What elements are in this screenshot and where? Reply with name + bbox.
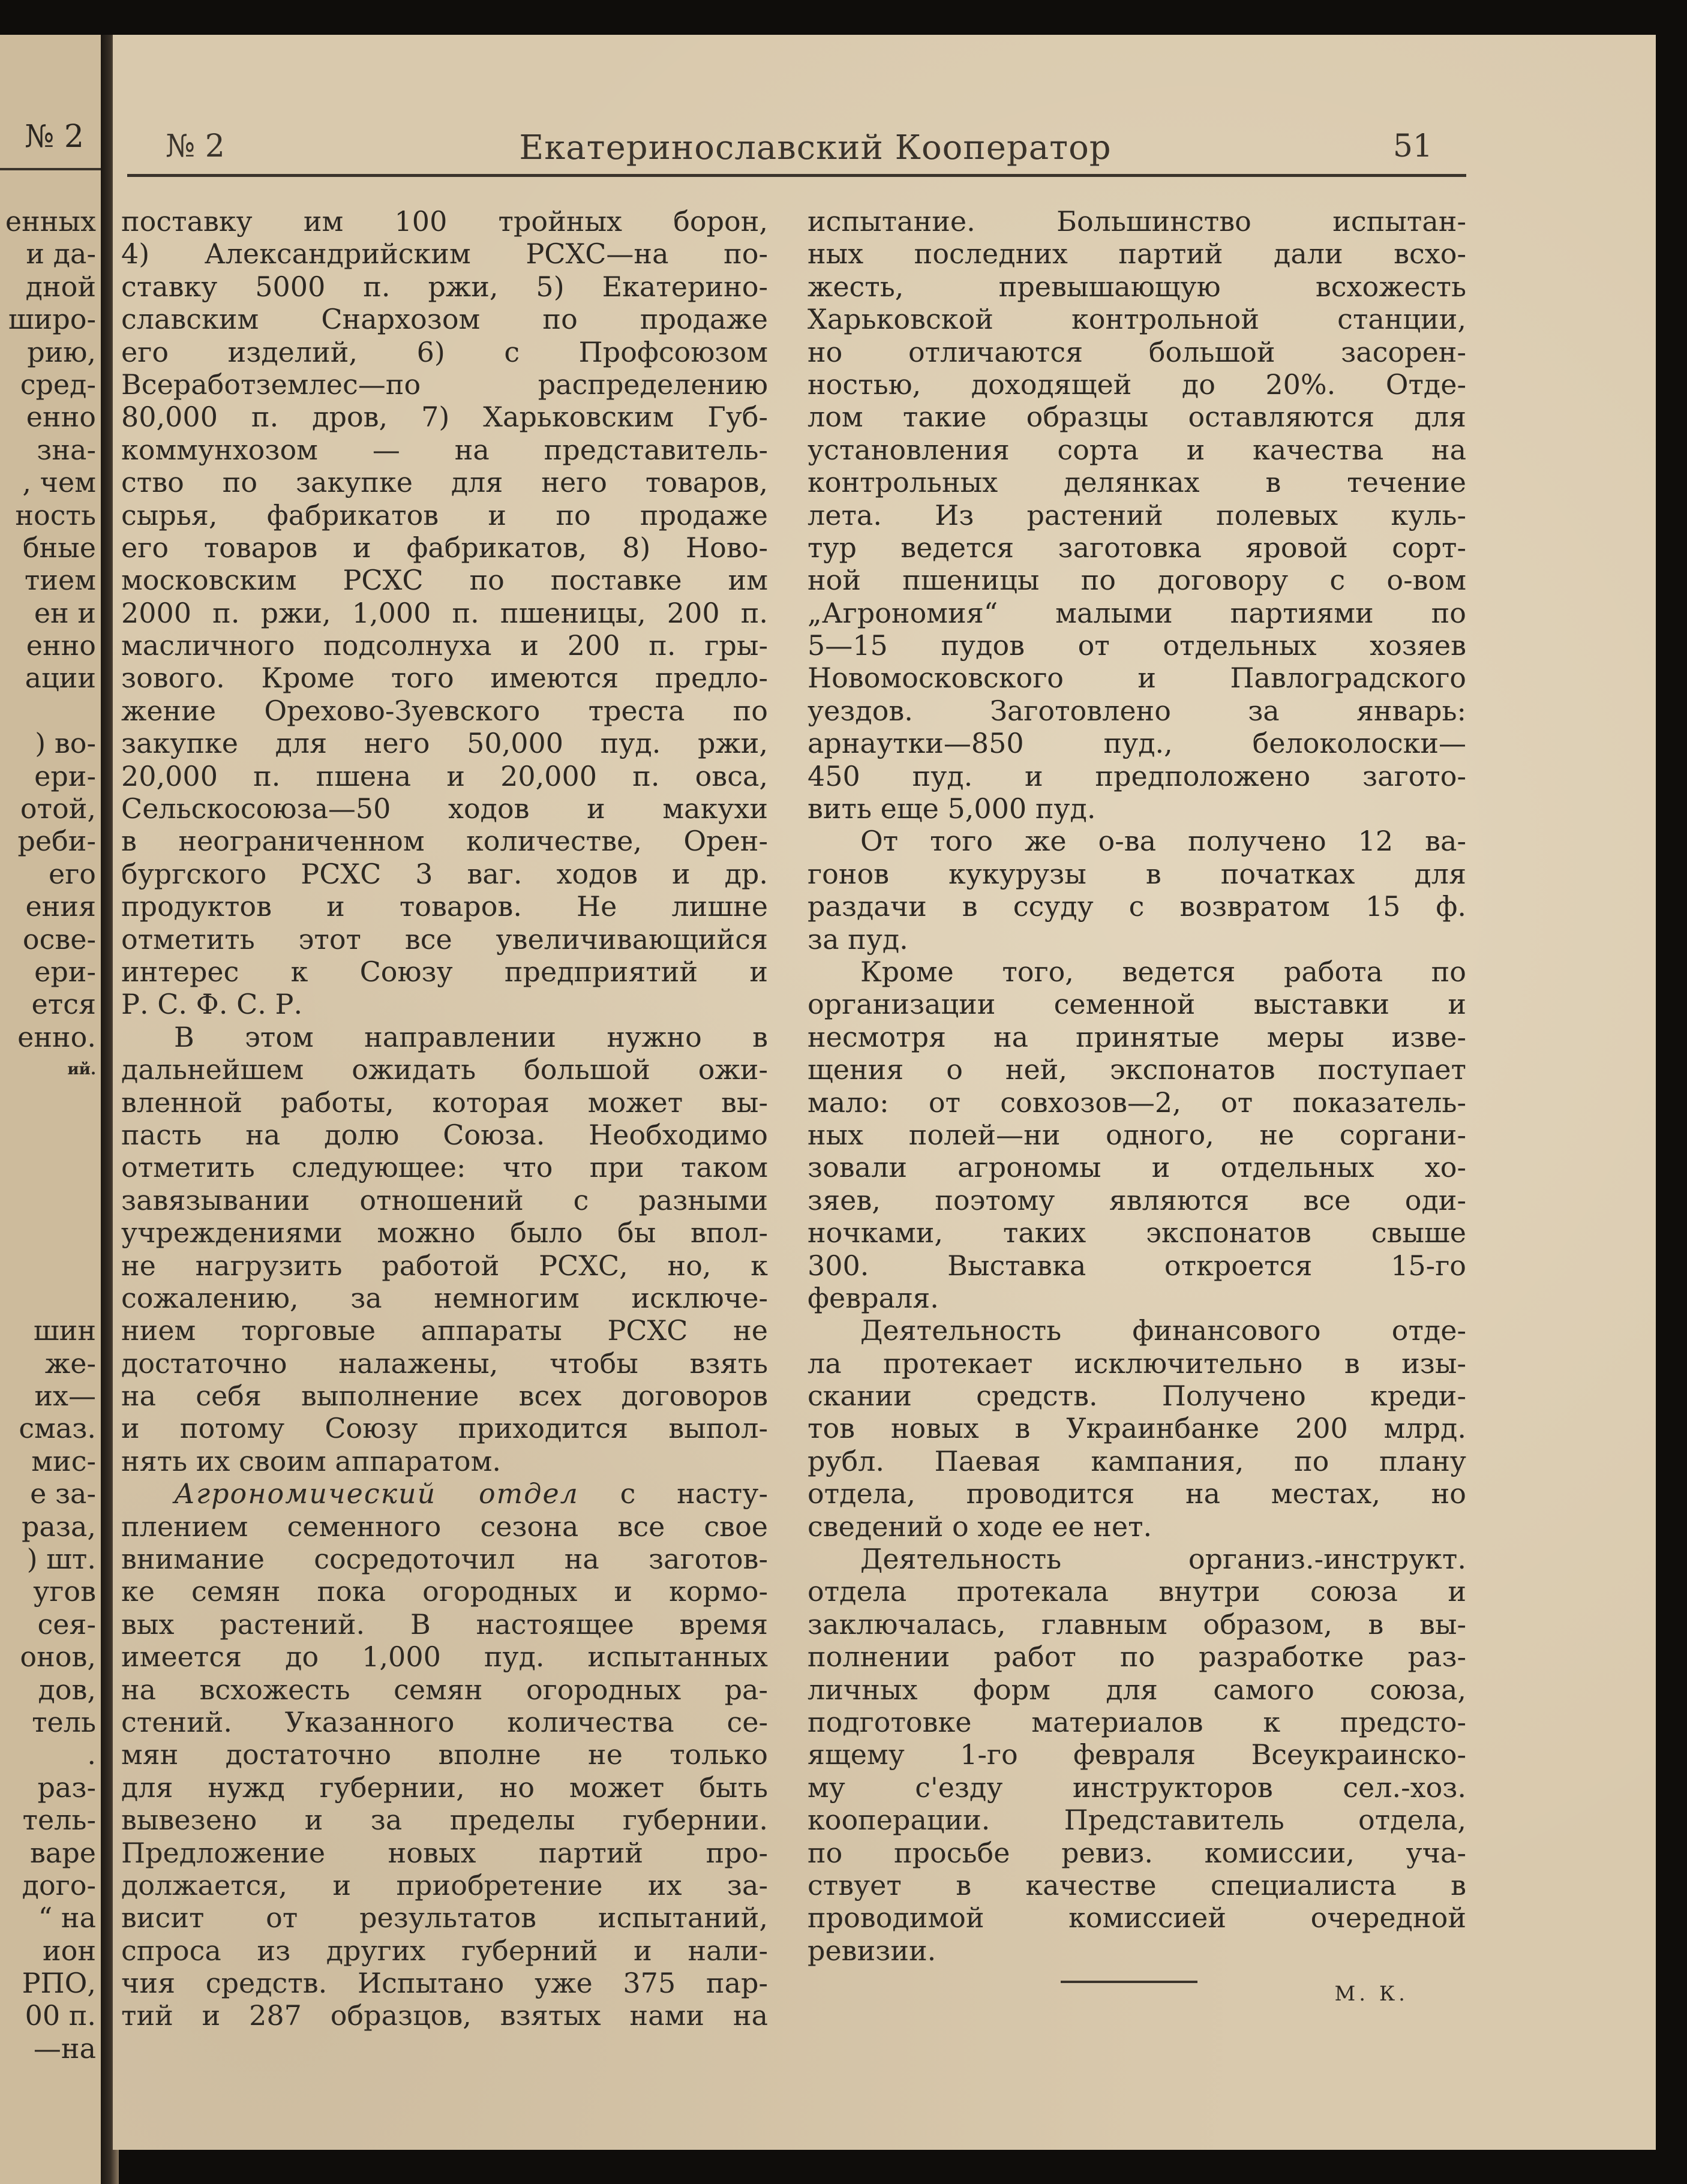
text-line: тур ведется заготовка яровой сорт- (808, 531, 1466, 564)
text-line: ке семян пока огородных и кормо- (121, 1575, 768, 1608)
text-line: в неограниченном количестве, Орен- (121, 825, 768, 858)
text-line: мало: от совхозов—2, от показатель- (808, 1086, 1466, 1119)
text-line: сведений о ходе ее нет. (808, 1510, 1152, 1543)
text-line: нять их своим аппаратом. (121, 1444, 502, 1477)
text-line: ла протекает исключительно в изы- (808, 1347, 1466, 1380)
text-line: бургского РСХС 3 ваг. ходов и др. (121, 857, 768, 890)
text-line: завязывании отношений с разными (121, 1183, 768, 1216)
text-line: гонов кукурузы в початках для (808, 857, 1466, 890)
left-page-fragment: ации (25, 662, 96, 695)
left-page-fragment: рию, (27, 335, 96, 368)
text-line: заключалась, главным образом, в вы- (808, 1608, 1466, 1641)
text-line: сожалению, за немногим исключе- (121, 1281, 768, 1314)
text-line: арнаутки—850 пуд., белоколоски— (808, 727, 1466, 760)
text-line: отметить следующее: что при таком (121, 1151, 768, 1184)
left-page-edge (0, 35, 101, 2184)
text-line: его товаров и фабрикатов, 8) Ново- (121, 531, 768, 564)
text-line: 4) Александрийским РСХС—на по- (121, 238, 768, 271)
text-line: коммунхозом — на представитель- (121, 433, 768, 466)
left-page-fragment: ения (25, 890, 96, 923)
text-line: уездов. Заготовлено за январь: (808, 694, 1466, 727)
left-page-fragment: сред- (20, 368, 96, 401)
text-line: на всхожесть семян огородных ра- (121, 1673, 768, 1706)
text-line: отдела протекала внутри союза и (808, 1575, 1466, 1608)
left-page-fragment: енно. (17, 1020, 96, 1053)
text-line: висит от результатов испытаний, (121, 1901, 768, 1934)
left-page-text-fragments (0, 205, 96, 2065)
section-heading-italic: Агрономический отдел (174, 1477, 579, 1510)
text-line: ящему 1-го февраля Всеукраинско- (808, 1738, 1466, 1771)
left-page-fragment (0, 1216, 96, 1249)
text-line: раздачи в ссуду с возвратом 15 ф. (808, 890, 1466, 923)
text-line: ностью, доходящей до 20%. Отде- (808, 368, 1466, 401)
text-line: 5—15 пудов от отдельных хозяев (808, 629, 1466, 662)
left-page-fragment: е за- (30, 1477, 96, 1510)
text-line: и потому Союзу приходится выпол- (121, 1412, 768, 1445)
text-line: плением семенного сезона все свое (121, 1510, 768, 1543)
left-page-fragment (0, 695, 96, 727)
text-line: жение Орехово-Зуевского треста по (121, 694, 768, 727)
left-page-fragment: РПО, (22, 1967, 96, 2000)
text-line: щения о ней, экспонатов поступает (808, 1053, 1466, 1086)
left-page-fragment: ность (15, 498, 96, 531)
text-line: ствует в качестве специалиста в (808, 1868, 1466, 1901)
left-page-fragment: ий. (67, 1061, 96, 1079)
left-page-fragment: раза, (21, 1510, 96, 1543)
text-line: зового. Кроме того имеются предло- (121, 662, 768, 695)
left-page-fragment: же- (44, 1347, 96, 1380)
text-line: личных форм для самого союза, (808, 1673, 1466, 1706)
left-page-fragment: ется (31, 988, 96, 1021)
text-line: зяев, поэтому являются все оди- (808, 1183, 1466, 1216)
text-line: славским Снархозом по продаже (121, 303, 768, 336)
text-line: должается, и приобретение их за- (121, 1868, 768, 1901)
left-page-fragment: тель (32, 1705, 96, 1738)
text-line: проводимой комиссией очередной (808, 1901, 1466, 1934)
text-line: 2000 п. ржи, 1,000 п. пшеницы, 200 п. (121, 596, 768, 629)
text-line: сырья, фабрикатов и по продаже (121, 498, 768, 531)
left-page-fragment: енных (5, 205, 96, 238)
issue-number: № 2 (166, 128, 225, 164)
text-line: чия средств. Испытано уже 375 пар- (121, 1967, 768, 2000)
text-line: его изделий, 6) с Профсоюзом (121, 335, 768, 368)
left-page-fragment: “ на (38, 1901, 96, 1934)
text-line: пасть на долю Союза. Необходимо (121, 1118, 768, 1151)
text-line: закупке для него 50,000 пуд. ржи, (121, 727, 768, 760)
left-page-fragment: тель- (22, 1804, 96, 1837)
journal-title: Екатеринославский Кооператор (519, 128, 1112, 167)
left-page-fragment: его (48, 857, 96, 890)
left-page-fragment: ) во- (35, 727, 96, 760)
text-line: жесть, превышающую всхожесть (808, 270, 1466, 303)
text-line: Деятельность финансового отде- (860, 1314, 1466, 1347)
text-line: учреждениями можно было бы впол- (121, 1216, 768, 1249)
left-page-fragment (0, 1184, 96, 1216)
left-page-fragment: 00 п. (25, 1999, 96, 2032)
text-line: масличного подсолнуха и 200 п. гры- (121, 629, 768, 662)
text-line: вить еще 5,000 пуд. (808, 792, 1096, 825)
text-line: мян достаточно вполне не только (121, 1738, 768, 1771)
text-line: за пуд. (808, 923, 908, 956)
text-line: нием торговые аппараты РСХС не (121, 1314, 768, 1347)
text-line: От того же о-ва получено 12 ва- (860, 825, 1466, 858)
page-number: 51 (1392, 128, 1433, 164)
left-page-fragment: . (87, 1738, 96, 1771)
text-line: февраля. (808, 1281, 939, 1314)
left-page-fragment: зна- (37, 433, 96, 466)
text-line: вывезено и за пределы губернии. (121, 1804, 768, 1837)
text-line: зовали агрономы и отдельных хо- (808, 1151, 1466, 1184)
text-line: скании средств. Получено креди- (808, 1380, 1466, 1413)
left-page-fragment: ен и (34, 596, 96, 629)
text-line: вых растений. В настоящее время (121, 1608, 768, 1641)
left-page-fragment: , чем (22, 466, 96, 499)
text-line: московским РСХС по поставке им (121, 564, 768, 597)
left-page-issue-number: № 2 (25, 119, 84, 155)
text-line: ных полей—ни одного, не соргани- (808, 1118, 1466, 1151)
left-page-fragment: онов, (20, 1641, 96, 1674)
text-line: лом такие образцы оставляются для (808, 401, 1466, 434)
text-line: подготовке материалов к предсто- (808, 1705, 1466, 1738)
text-line: спроса из других губерний и нали- (121, 1934, 768, 1967)
text-line: 20,000 п. пшена и 20,000 п. овса, (121, 759, 768, 792)
text-column-left (121, 205, 768, 2032)
text-line: рубл. Паевая кампания, по плану (808, 1444, 1466, 1477)
text-line: лета. Из растений полевых куль- (808, 498, 1466, 531)
text-line: 80,000 п. дров, 7) Харьковским Губ- (121, 401, 768, 434)
text-line: кооперации. Представитель отдела, (808, 1804, 1466, 1837)
text-line: Деятельность организ.-инструкт. (860, 1543, 1466, 1576)
text-line: тов новых в Украинбанке 200 млрд. (808, 1412, 1466, 1445)
text-line (121, 1477, 768, 1510)
text-line: му с'езду инструкторов сел.-хоз. (808, 1771, 1466, 1804)
text-line: ство по закупке для него товаров, (121, 466, 768, 499)
left-page-fragment: ери- (34, 955, 96, 988)
left-page-fragment: ) шт. (26, 1543, 96, 1576)
author-signature: М. К. (1334, 1982, 1409, 2006)
left-page-fragment: дого- (22, 1868, 96, 1901)
end-rule (1061, 1981, 1197, 1983)
text-line: ной пшеницы по договору с о-вом (808, 564, 1466, 597)
left-page-fragment (0, 1086, 96, 1119)
left-page-fragment: шин (33, 1314, 96, 1347)
header-rule (127, 174, 1466, 177)
left-page-fragment (0, 1249, 96, 1282)
left-page-fragment: —на (33, 2032, 96, 2065)
left-page-fragment (0, 1151, 96, 1183)
text-line: Всеработземлес—по распределению (121, 368, 768, 401)
left-page-fragment: енно (26, 401, 96, 434)
left-page-fragment: бные (22, 531, 96, 564)
text-line: вленной работы, которая может вы- (121, 1086, 768, 1119)
text-line: по просьбе ревиз. комиссии, уча- (808, 1836, 1466, 1869)
text-line: отдела, проводится на местах, но (808, 1477, 1466, 1510)
text-line: 450 пуд. и предположено загото- (808, 759, 1466, 792)
left-page-fragment: и да- (26, 238, 96, 271)
text-line: имеется до 1,000 пуд. испытанных (121, 1641, 768, 1674)
text-line: Сельскосоюза—50 ходов и макухи (121, 792, 768, 825)
left-page-fragment: ион (42, 1934, 96, 1967)
text-line: В этом направлении нужно в (174, 1020, 768, 1053)
left-page-fragment: отой, (20, 792, 96, 825)
text-line: ночками, таких экспонатов свыше (808, 1216, 1466, 1249)
text-line: на себя выполнение всех договоров (121, 1380, 768, 1413)
text-line: но отличаются большой засорен- (808, 335, 1466, 368)
text-line: тий и 287 образцов, взятых нами на (121, 1999, 768, 2032)
left-page-fragment: смаз. (19, 1412, 96, 1445)
text-line: Новомосковского и Павлоградского (808, 662, 1466, 695)
text-line: организации семенной выставки и (808, 988, 1466, 1021)
left-page-fragment: широ- (8, 303, 96, 336)
left-page-fragment: енно (26, 629, 96, 662)
text-line: для нужд губернии, но может быть (121, 1771, 768, 1804)
text-line: отметить этот все увеличивающийся (121, 923, 768, 956)
text-line: Кроме того, ведется работа по (860, 955, 1466, 988)
text-line: дальнейшем ожидать большой ожи- (121, 1053, 768, 1086)
left-page-fragment: раз- (37, 1771, 96, 1804)
left-page-fragment: тием (24, 564, 96, 597)
text-line: несмотря на принятые меры изве- (808, 1020, 1466, 1053)
left-page-fragment: варе (30, 1836, 96, 1869)
left-page-fragment: дов, (38, 1673, 96, 1706)
left-page-fragment: мис- (31, 1444, 96, 1477)
text-line: ревизии. (808, 1934, 936, 1967)
left-page-fragment: ери- (34, 759, 96, 792)
text-line: внимание сосредоточил на заготов- (121, 1543, 768, 1576)
left-page-fragment: угов (33, 1575, 96, 1608)
text-line: интерес к Союзу предприятий и (121, 955, 768, 988)
text-line: стений. Указанного количества се- (121, 1705, 768, 1738)
text-line: полнении работ по разработке раз- (808, 1641, 1466, 1674)
text-line: Харьковской контрольной станции, (808, 303, 1466, 336)
text-line: достаточно налажены, чтобы взять (121, 1347, 768, 1380)
text-line: контрольных делянках в течение (808, 466, 1466, 499)
left-page-fragment: освe- (22, 923, 96, 956)
text-line: Предложение новых партий про- (121, 1836, 768, 1869)
left-page-fragment: сея- (37, 1608, 96, 1641)
text-column-right (808, 205, 1466, 2021)
text-line: продуктов и товаров. Не лишне (121, 890, 768, 923)
text-line: 300. Выставка откроется 15-го (808, 1249, 1466, 1282)
left-page-rule (0, 168, 101, 170)
left-page-fragment (0, 1119, 96, 1151)
left-page-fragment: дной (25, 270, 96, 303)
text-line: испытание. Большинство испытан- (808, 205, 1466, 238)
text-line: Р. С. Ф. С. Р. (121, 988, 303, 1021)
left-page-fragment: их— (34, 1380, 96, 1413)
text-line: ных последних партий дали всхо- (808, 238, 1466, 271)
text-line: поставку им 100 тройных борон, (121, 205, 768, 238)
text-line: установления сорта и качества на (808, 433, 1466, 466)
running-head (166, 89, 1465, 179)
text-line: „Агрономия“ малыми партиями по (808, 596, 1466, 629)
left-page-fragment: реби- (17, 825, 96, 858)
text-line: ставку 5000 п. ржи, 5) Екатерино- (121, 270, 768, 303)
section-lead-text: с насту- (578, 1477, 768, 1510)
text-line: не нагрузить работой РСХС, но, к (121, 1249, 768, 1282)
left-page-fragment (0, 1282, 96, 1314)
